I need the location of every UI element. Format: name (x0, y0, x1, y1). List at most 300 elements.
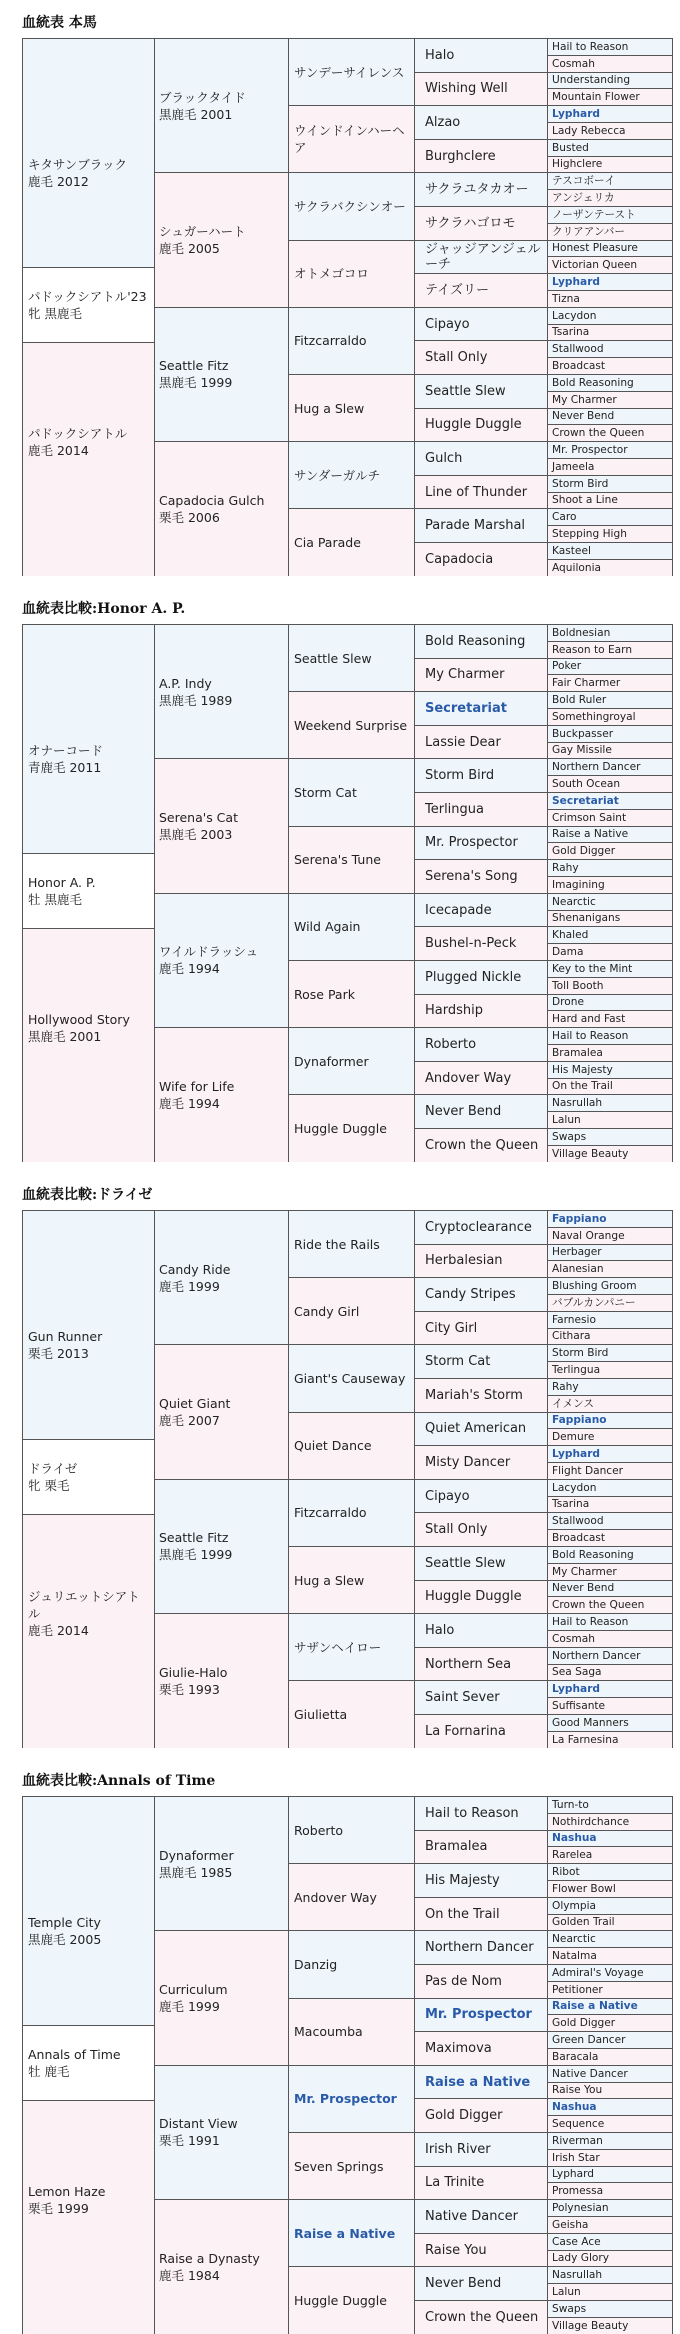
gen5-name: アンジェリカ (552, 192, 615, 205)
gen5-name: Alanesian (552, 1263, 604, 1276)
gen5-name: Dama (552, 946, 584, 959)
gen3-cell (289, 38, 415, 105)
dam-cell (23, 307, 155, 576)
gen5-cell (548, 1378, 673, 1395)
gen2-info: 黒鹿毛 2001 (159, 106, 233, 122)
gen2-name: シュガーハート (159, 224, 246, 240)
gen5-name: Caro (552, 511, 577, 524)
gen5-cell (548, 139, 673, 156)
gen2-name: Seattle Fitz (159, 358, 229, 374)
gen2-cell (155, 1210, 289, 1344)
gen5-name: Lyphard (552, 1683, 601, 1696)
gen3-cell (289, 2065, 415, 2132)
gen5-name: Rarelea (552, 1849, 593, 1862)
gen5-cell (548, 1210, 673, 1227)
gen5-name: Lady Glory (552, 2252, 610, 2265)
subject-name: Honor A. P. (28, 874, 96, 890)
gen5-cell (548, 508, 673, 525)
gen4-name: Mr. Prospector (425, 835, 518, 851)
gen5-cell (548, 1731, 673, 1748)
gen4-name: Parade Marshal (425, 518, 526, 534)
gen5-name: Geisha (552, 2218, 589, 2231)
gen4-name: Plugged Nickle (425, 969, 522, 985)
gen5-name: Northern Dancer (552, 761, 641, 774)
gen5-name: Poker (552, 660, 582, 673)
gen4-cell (415, 1863, 548, 1897)
gen5-name: Rahy (552, 862, 579, 875)
gen3-name: Ride the Rails (294, 1236, 380, 1252)
dam-name: ジュリエットシアトル (28, 1589, 140, 1622)
gen5-cell (548, 2031, 673, 2048)
gen5-name: Demure (552, 1431, 595, 1444)
gen4-name: On the Trail (425, 1906, 500, 1922)
pedigree-table (22, 624, 672, 1162)
gen3-cell (289, 1796, 415, 1863)
gen5-name: Farnesio (552, 1313, 596, 1326)
gen5-name: イメンス (552, 1397, 594, 1410)
gen4-cell (415, 1378, 548, 1412)
gen5-name: On the Trail (552, 1080, 613, 1093)
gen5-cell (548, 273, 673, 290)
gen5-cell (548, 1796, 673, 1813)
gen3-cell (289, 307, 415, 374)
gen4-name: Cipayo (425, 316, 470, 332)
gen4-cell (415, 658, 548, 692)
gen4-cell (415, 1311, 548, 1345)
gen5-name: Olympia (552, 1899, 597, 1912)
gen5-cell (548, 926, 673, 943)
gen4-cell (415, 508, 548, 542)
gen5-name: Raise You (552, 2084, 603, 2097)
gen3-cell (289, 105, 415, 172)
gen4-cell (415, 273, 548, 307)
gen4-cell (415, 475, 548, 509)
gen5-cell (548, 1061, 673, 1078)
gen3-name: Huggle Duggle (294, 2292, 387, 2308)
gen5-cell (548, 1846, 673, 1863)
gen5-cell (548, 2149, 673, 2166)
gen5-cell (548, 1930, 673, 1947)
gen2-info: 黒鹿毛 1999 (159, 375, 233, 391)
gen4-cell (415, 1796, 548, 1830)
gen3-cell (289, 758, 415, 825)
gen5-cell (548, 542, 673, 559)
gen5-cell (548, 658, 673, 675)
gen2-name: Wife for Life (159, 1078, 235, 1094)
gen4-cell (415, 72, 548, 106)
gen5-cell (548, 340, 673, 357)
gen5-name: Golden Trail (552, 1916, 615, 1929)
gen3-name: Wild Again (294, 919, 361, 935)
gen2-cell (155, 1796, 289, 1930)
gen4-cell (415, 1445, 548, 1479)
gen5-name: Tsarina (552, 1498, 590, 1511)
gen4-name: Crown the Queen (425, 2309, 539, 2325)
gen5-name: Sea Saga (552, 1666, 602, 1679)
gen2-info: 鹿毛 1994 (159, 961, 220, 977)
gen5-cell (548, 2048, 673, 2065)
gen3-cell (289, 2199, 415, 2266)
gen2-info: 黒鹿毛 2003 (159, 827, 233, 843)
gen4-cell (415, 691, 548, 725)
gen5-cell (548, 1244, 673, 1261)
gen3-cell (289, 240, 415, 307)
gen3-name: Seven Springs (294, 2158, 384, 2174)
gen3-cell (289, 172, 415, 239)
gen4-name: Maximova (425, 2040, 492, 2056)
gen3-name: Fitzcarraldo (294, 333, 367, 349)
gen5-cell (548, 2233, 673, 2250)
gen3-name: Hug a Slew (294, 1572, 365, 1588)
gen4-name: La Trinite (425, 2175, 485, 2191)
gen3-name: オトメゴコロ (294, 266, 369, 282)
gen5-name: Baracala (552, 2050, 599, 2063)
gen5-cell (548, 2317, 673, 2334)
subject-info: 牝 栗毛 (28, 1477, 70, 1493)
gen5-name: Ribot (552, 1866, 580, 1879)
gen5-name: Imagining (552, 878, 605, 891)
gen5-cell (548, 492, 673, 509)
gen4-name: Halo (425, 1622, 455, 1638)
section-title: 血統表比較:ドライゼ (22, 1187, 153, 1203)
subject-name: ドライゼ (28, 1460, 78, 1476)
gen3-cell (289, 1680, 415, 1747)
gen2-name: Raise a Dynasty (159, 2250, 260, 2266)
gen5-name: My Charmer (552, 1565, 617, 1578)
gen5-cell (548, 408, 673, 425)
gen2-name: Quiet Giant (159, 1396, 231, 1412)
gen4-cell (415, 408, 548, 442)
gen4-cell (415, 139, 548, 173)
gen5-name: Nashua (552, 2101, 597, 2114)
gen2-info: 鹿毛 1999 (159, 1999, 220, 2015)
gen5-cell (548, 122, 673, 139)
gen5-cell (548, 742, 673, 759)
gen5-name: Lyphard (552, 1448, 601, 1461)
gen5-name: Sequence (552, 2118, 605, 2131)
gen4-name: Misty Dancer (425, 1454, 511, 1470)
gen5-cell (548, 1344, 673, 1361)
sire-name: Temple City (28, 1914, 101, 1930)
gen5-name: Native Dancer (552, 2067, 628, 2080)
gen4-cell (415, 2031, 548, 2065)
gen4-cell (415, 1647, 548, 1681)
gen3-cell (289, 1863, 415, 1930)
gen4-cell (415, 1512, 548, 1546)
gen5-cell (548, 1361, 673, 1378)
gen5-cell (548, 559, 673, 576)
gen5-name: Buckpasser (552, 727, 614, 740)
gen5-name: Good Manners (552, 1716, 629, 1729)
gen5-name: Lyphard (552, 276, 601, 289)
gen4-cell (415, 2166, 548, 2200)
sire-name: オナーコード (28, 742, 104, 758)
gen4-name: Storm Cat (425, 1354, 491, 1370)
gen5-name: Nothirdchance (552, 1815, 630, 1828)
gen3-cell (289, 1027, 415, 1094)
gen4-name: ジャッジアンジェルーチ (425, 241, 541, 272)
gen5-name: Broadcast (552, 1532, 606, 1545)
gen5-cell (548, 391, 673, 408)
section-title: 血統表 本馬 (22, 15, 97, 31)
gen5-name: Broadcast (552, 360, 606, 373)
gen3-cell (289, 1344, 415, 1411)
gen2-name: Candy Ride (159, 1261, 231, 1277)
gen5-name: Bold Reasoning (552, 1548, 634, 1561)
gen4-cell (415, 1580, 548, 1614)
gen4-name: His Majesty (425, 1872, 500, 1888)
gen5-name: Cithara (552, 1330, 591, 1343)
gen3-cell (289, 1277, 415, 1344)
gen4-name: Never Bend (425, 2276, 502, 2292)
gen5-cell (548, 792, 673, 809)
gen4-cell (415, 1412, 548, 1446)
gen5-cell (548, 2199, 673, 2216)
gen4-cell (415, 2065, 548, 2099)
gen5-name: Bold Ruler (552, 694, 607, 707)
gen5-cell (548, 1010, 673, 1027)
gen5-cell (548, 809, 673, 826)
sire-info: 黒鹿毛 2005 (28, 1931, 102, 1947)
gen2-cell (155, 1027, 289, 1161)
sire-name: Gun Runner (28, 1328, 103, 1344)
gen2-info: 黒鹿毛 1985 (159, 1864, 233, 1880)
gen5-name: Lacydon (552, 1481, 597, 1494)
gen5-name: Lacydon (552, 309, 597, 322)
gen2-name: Distant View (159, 2116, 238, 2132)
gen5-cell (548, 1512, 673, 1529)
gen5-cell (548, 307, 673, 324)
gen4-cell (415, 2098, 548, 2132)
subject-info: 牝 黒鹿毛 (28, 305, 82, 321)
gen5-name: Cosmah (552, 57, 595, 70)
gen3-name: Giant's Causeway (294, 1370, 406, 1386)
gen2-name: ワイルドラッシュ (159, 944, 259, 960)
gen2-name: Curriculum (159, 1982, 228, 1998)
gen5-name: Shenanigans (552, 912, 621, 925)
gen5-name: Mr. Prospector (552, 444, 628, 457)
gen5-cell (548, 424, 673, 441)
gen4-cell (415, 1546, 548, 1580)
gen2-info: 鹿毛 1984 (159, 2267, 220, 2283)
gen4-name: Never Bend (425, 1104, 502, 1120)
gen4-cell (415, 725, 548, 759)
pedigree-table (22, 38, 672, 576)
gen5-name: Hard and Fast (552, 1013, 626, 1026)
gen5-cell (548, 105, 673, 122)
gen5-name: Nasrullah (552, 1097, 603, 1110)
gen3-name: Andover Way (294, 1889, 377, 1905)
gen3-name: Mr. Prospector (294, 2091, 397, 2107)
gen5-name: Lady Rebecca (552, 124, 626, 137)
gen5-cell (548, 1697, 673, 1714)
gen4-cell (415, 893, 548, 927)
sire-name: キタサンブラック (28, 156, 128, 172)
gen4-cell (415, 1027, 548, 1061)
gen5-cell (548, 1145, 673, 1162)
gen5-cell (548, 1260, 673, 1277)
gen5-name: Storm Bird (552, 477, 609, 490)
gen4-cell (415, 38, 548, 72)
gen5-name: Lalun (552, 1114, 581, 1127)
dam-cell (23, 893, 155, 1162)
gen5-name: Victorian Queen (552, 259, 638, 272)
gen5-name: Mountain Flower (552, 91, 640, 104)
gen5-name: Stallwood (552, 343, 604, 356)
gen5-cell (548, 1981, 673, 1998)
gen4-cell (415, 105, 548, 139)
gen4-cell (415, 206, 548, 240)
gen5-cell (548, 357, 673, 374)
gen4-name: Cipayo (425, 1488, 470, 1504)
gen4-cell (415, 2132, 548, 2166)
gen4-name: Pas de Nom (425, 1973, 502, 1989)
gen2-info: 栗毛 2006 (159, 509, 220, 525)
section-title: 血統表比較:Honor A. P. (22, 601, 186, 617)
gen5-cell (548, 708, 673, 725)
gen5-name: Riverman (552, 2134, 603, 2147)
gen5-cell (548, 1529, 673, 1546)
gen3-name: Danzig (294, 1956, 338, 1972)
gen5-cell (548, 88, 673, 105)
gen5-name: テスコボーイ (552, 175, 616, 188)
gen4-cell (415, 1244, 548, 1278)
gen5-name: Gold Digger (552, 2017, 616, 2030)
dam-cell (23, 1479, 155, 1748)
gen4-name: Lassie Dear (425, 734, 501, 750)
gen5-name: Nasrullah (552, 2269, 603, 2282)
gen4-name: Seattle Slew (425, 383, 506, 399)
gen5-cell (548, 775, 673, 792)
gen4-name: Secretariat (425, 700, 507, 716)
gen5-cell (548, 2132, 673, 2149)
gen5-cell (548, 943, 673, 960)
gen5-name: Tizna (552, 292, 580, 305)
gen3-name: Candy Girl (294, 1303, 360, 1319)
gen5-name: My Charmer (552, 393, 617, 406)
gen4-name: Huggle Duggle (425, 417, 522, 433)
gen4-name: Roberto (425, 1036, 477, 1052)
gen5-name: Drone (552, 996, 584, 1009)
gen2-info: 鹿毛 1994 (159, 1095, 220, 1111)
gen5-name: Herbager (552, 1246, 602, 1259)
gen2-info: 黒鹿毛 1989 (159, 692, 233, 708)
gen3-name: Storm Cat (294, 784, 357, 800)
gen4-name: Andover Way (425, 1070, 512, 1086)
gen2-info: 栗毛 1993 (159, 1681, 220, 1697)
gen5-name: Boldnesian (552, 626, 611, 639)
subject-name: パドックシアトル'23 (28, 288, 147, 304)
gen5-name: Lyphard (552, 2168, 595, 2181)
gen2-cell (155, 2065, 289, 2199)
gen5-cell (548, 1964, 673, 1981)
gen5-cell (548, 1111, 673, 1128)
gen3-name: Serena's Tune (294, 852, 381, 868)
gen3-name: サクラバクシンオー (294, 198, 406, 214)
gen5-cell (548, 1395, 673, 1412)
gen5-name: Honest Pleasure (552, 242, 638, 255)
gen2-info: 黒鹿毛 1999 (159, 1547, 233, 1563)
gen5-name: Hail to Reason (552, 1616, 629, 1629)
gen5-cell (548, 1630, 673, 1647)
gen5-cell (548, 2082, 673, 2099)
gen3-cell (289, 960, 415, 1027)
gen2-info: 栗毛 1991 (159, 2133, 220, 2149)
gen5-name: Somethingroyal (552, 710, 636, 723)
gen5-name: Natalma (552, 1950, 597, 1963)
gen4-name: Huggle Duggle (425, 1589, 522, 1605)
gen3-cell (289, 1930, 415, 1997)
subject-info: 牡 鹿毛 (28, 2063, 70, 2079)
gen4-cell (415, 624, 548, 658)
gen4-cell (415, 2300, 548, 2334)
gen5-cell (548, 1596, 673, 1613)
subject-info: 牡 黒鹿毛 (28, 891, 82, 907)
gen3-cell (289, 2132, 415, 2199)
gen3-name: ウインドインハーヘア (294, 123, 405, 156)
gen5-cell (548, 206, 673, 223)
gen5-cell (548, 475, 673, 492)
gen4-name: Stall Only (425, 1522, 488, 1538)
gen5-name: Busted (552, 141, 589, 154)
sire-info: 青鹿毛 2011 (28, 759, 102, 775)
gen5-cell (548, 1714, 673, 1731)
gen5-name: Polynesian (552, 2202, 609, 2215)
gen5-cell (548, 725, 673, 742)
gen4-name: Wishing Well (425, 81, 508, 97)
gen5-cell (548, 1078, 673, 1095)
gen5-cell (548, 2115, 673, 2132)
gen4-name: Herbalesian (425, 1253, 503, 1269)
gen5-name: Lalun (552, 2286, 581, 2299)
gen4-name: Hail to Reason (425, 1805, 519, 1821)
gen3-cell (289, 893, 415, 960)
gen5-cell (548, 1227, 673, 1244)
gen5-name: Reason to Earn (552, 643, 633, 656)
gen5-name: Raise a Native (552, 2000, 638, 2013)
gen5-name: Naval Orange (552, 1229, 625, 1242)
dam-cell (23, 2065, 155, 2334)
gen2-name: Serena's Cat (159, 810, 238, 826)
gen5-name: Toll Booth (552, 979, 604, 992)
gen4-cell (415, 1613, 548, 1647)
gen4-cell (415, 960, 548, 994)
gen4-cell (415, 826, 548, 860)
gen3-name: Rose Park (294, 986, 355, 1002)
gen4-cell (415, 340, 548, 374)
gen2-cell (155, 172, 289, 306)
gen5-name: Bramalea (552, 1046, 603, 1059)
gen5-cell (548, 977, 673, 994)
gen5-cell (548, 156, 673, 173)
gen5-cell (548, 458, 673, 475)
gen5-cell (548, 1680, 673, 1697)
gen5-name: Never Bend (552, 1582, 615, 1595)
gen4-name: Crown the Queen (425, 1137, 539, 1153)
gen3-name: Weekend Surprise (294, 717, 408, 733)
gen5-cell (548, 1412, 673, 1429)
gen5-cell (548, 1914, 673, 1931)
gen3-name: Huggle Duggle (294, 1120, 387, 1136)
gen4-name: Seattle Slew (425, 1555, 506, 1571)
gen3-name: Hug a Slew (294, 400, 365, 416)
gen4-name: Terlingua (425, 801, 484, 817)
gen2-name: A.P. Indy (159, 675, 212, 691)
gen5-cell (548, 641, 673, 658)
gen2-cell (155, 1930, 289, 2064)
gen5-name: Rahy (552, 1380, 579, 1393)
gen3-name: Macoumba (294, 2024, 363, 2040)
